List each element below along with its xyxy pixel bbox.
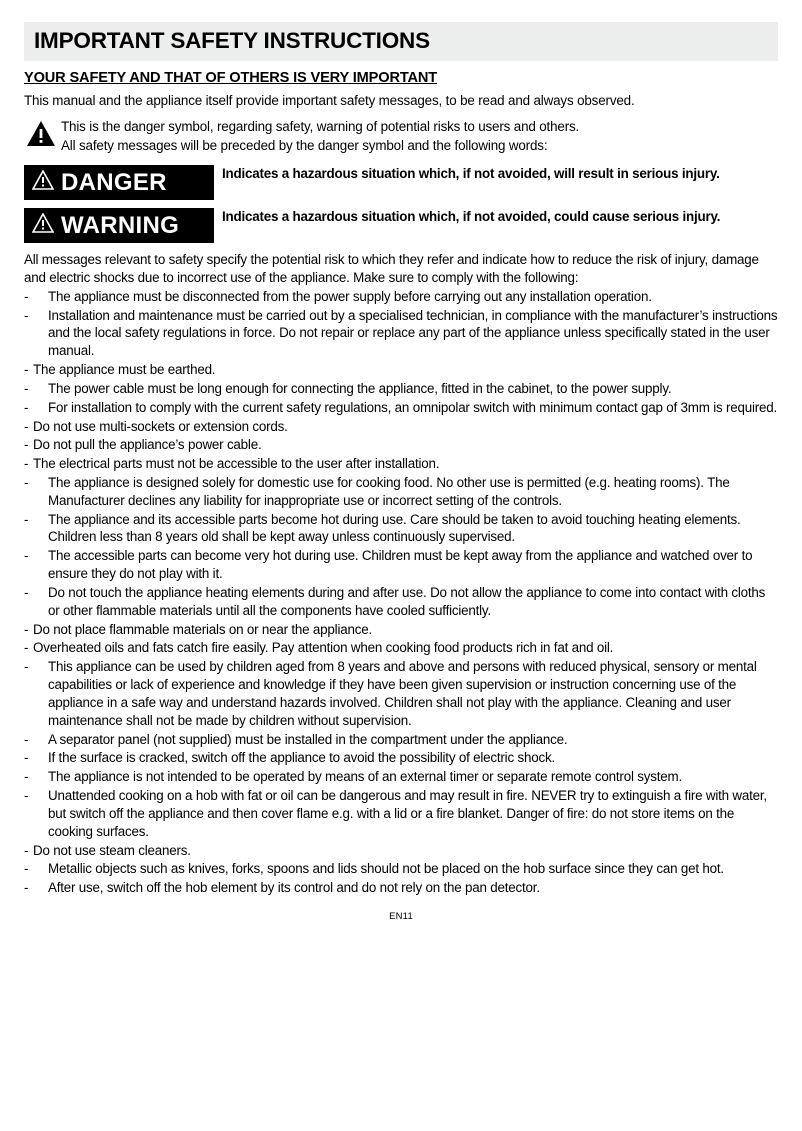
warning-triangle-icon [32, 170, 54, 195]
list-item-bullet: - [24, 548, 29, 564]
list-item [24, 749, 778, 767]
list-item-bullet: - [24, 418, 32, 434]
list-item [24, 361, 778, 379]
list-item-bullet: - [24, 769, 29, 785]
list-item [24, 639, 778, 657]
list-item-bullet: - [24, 640, 32, 656]
alert-danger-badge [24, 165, 214, 200]
list-item-bullet: - [24, 399, 29, 415]
page-footer: EN11 [389, 911, 413, 923]
warning-triangle-icon [24, 117, 58, 147]
list-item-text: Do not use steam cleaners. [33, 842, 191, 858]
list-item-bullet: - [24, 584, 29, 600]
intro-paragraph: This manual and the appliance itself provide important safety messages, to be read and always observed. [24, 93, 635, 108]
list-item-text: Do not pull the appliance’s power cable. [33, 437, 262, 453]
list-item-bullet: - [24, 475, 29, 490]
list-item-text: If the surface is cracked, switch off the appliance to avoid the possibility of electric shock. [48, 750, 555, 766]
list-item-text: For installation to comply with the current safety regulations, an omnipolar switch with minimum contact gap of 3mm is required. [48, 399, 778, 415]
list-item-bullet: - [24, 861, 29, 877]
list-item-bullet: - [24, 437, 32, 453]
list-item [24, 418, 778, 436]
page-title-bar [24, 22, 778, 61]
list-item-text: Installation and maintenance must be carried out by a specialised technician, in compliance with the manufacturer’s instructions and the local safety regulations in force. Do not repair or replace any part of the appliance unless specifically stated in the user manual. [48, 307, 778, 359]
list-item-text: The electrical parts must not be accessible to the user after installation. [33, 456, 440, 472]
list-item [24, 658, 778, 729]
list-item-bullet: - [24, 288, 29, 304]
list-item-text: The power cable must be long enough for connecting the appliance, fitted in the cabinet, to the power supply. [48, 380, 672, 396]
list-item [24, 731, 778, 749]
list-item [24, 399, 778, 417]
danger-symbol-line-2: All safety messages will be preceded by the danger symbol and the following words: [61, 138, 548, 154]
list-item [24, 621, 778, 639]
list-item-text: This appliance can be used by children aged from 8 years and above and persons with reduced physical, sensory or mental capabilities or lack of experience and knowledge if they have been given supervision or instruction concerning use of the appliance in a safe way and understand hazards involved. Children shall not play with the appliance. Cleaning and user maintenance shall not be made by children without supervision. [48, 659, 757, 728]
list-item [24, 288, 778, 306]
list-item-bullet: - [24, 788, 29, 804]
danger-symbol-note [24, 117, 778, 155]
alert-warning-word: WARNING [61, 211, 180, 239]
list-item-text: A separator panel (not supplied) must be installed in the compartment under the appliance. [48, 731, 568, 747]
warning-triangle-icon [32, 213, 54, 238]
alert-warning-description: Indicates a hazardous situation which, if not avoided, could cause serious injury. [222, 209, 721, 225]
list-item-text: Do not place flammable materials on or near the appliance. [33, 621, 372, 637]
list-item-text: After use, switch off the hob element by its control and do not rely on the pan detector. [48, 880, 540, 896]
list-item-text: Do not touch the appliance heating elements during and after use. Do not allow the appliance to come into contact with cloths or other flammable materials until all the components have cooled sufficiently. [48, 584, 766, 618]
list-item-text: Unattended cooking on a hob with fat or oil can be dangerous and may result in fire. NEVER try to extinguish a fire with water, but switch off the appliance and then cover flame e.g. with a lid or a fire blanket. Danger of fire: do not store items on the cooking surfaces. [48, 788, 767, 839]
list-item-bullet: - [24, 880, 29, 896]
list-item-bullet: - [24, 456, 32, 472]
alert-danger-description: Indicates a hazardous situation which, if not avoided, will result in serious injury. [222, 166, 720, 182]
list-item [24, 768, 778, 786]
list-item-bullet: - [24, 511, 29, 527]
alert-danger [24, 165, 778, 200]
list-item-bullet: - [24, 307, 29, 323]
list-item [24, 842, 778, 860]
list-item-bullet: - [24, 842, 32, 858]
list-item [24, 436, 778, 454]
list-item-bullet: - [24, 621, 32, 637]
list-item-bullet: - [24, 750, 29, 766]
list-item-text: The appliance must be disconnected from the power supply before carrying out any installation operation. [48, 288, 652, 304]
list-item-bullet: - [24, 731, 29, 747]
list-item [24, 511, 778, 547]
danger-symbol-line-1: This is the danger symbol, regarding safety, warning of potential risks to users and others. [61, 119, 580, 134]
alert-warning-badge [24, 208, 214, 243]
list-item-bullet: - [24, 659, 29, 675]
list-item [24, 860, 778, 878]
safety-rules-list [24, 288, 778, 897]
list-item-text: Overheated oils and fats catch fire easily. Pay attention when cooking food products rich in fat and oil. [33, 640, 614, 656]
section-subtitle: YOUR SAFETY AND THAT OF OTHERS IS VERY IMPORTANT [24, 70, 438, 86]
page-title: IMPORTANT SAFETY INSTRUCTIONS [34, 28, 430, 53]
list-item-text: The appliance must be earthed. [33, 362, 216, 378]
alert-danger-word: DANGER [61, 168, 167, 196]
list-item-bullet: - [24, 380, 29, 396]
list-item-text: Metallic objects such as knives, forks, spoons and lids should not be placed on the hob surface since they can get hot. [48, 861, 724, 877]
list-item-text: The appliance is designed solely for domestic use for cooking food. No other use is permitted (e.g. heating rooms). The Manufacturer declines any liability for inappropriate use or incorrect setting of the controls. [48, 475, 730, 508]
list-item [24, 380, 778, 398]
list-item [24, 879, 778, 897]
alert-warning [24, 208, 778, 243]
list-item-text: The appliance is not intended to be operated by means of an external timer or separate remote control system. [48, 769, 682, 785]
list-item-bullet: - [24, 362, 32, 378]
list-item [24, 584, 778, 620]
list-item [24, 307, 778, 360]
list-item [24, 547, 778, 583]
list-item [24, 455, 778, 473]
danger-symbol-text [58, 117, 778, 155]
list-item [24, 787, 778, 840]
list-item [24, 474, 778, 510]
list-item-text: The appliance and its accessible parts become hot during use. Care should be taken to avoid touching heating elements. Children less than 8 years old shall be kept away unless continuously supervised. [48, 511, 741, 545]
list-item-text: The accessible parts can become very hot during use. Children must be kept away from the appliance and watched over to ensure they do not play with it. [48, 548, 753, 582]
list-item-text: Do not use multi-sockets or extension cords. [33, 418, 288, 434]
safety-lead-paragraph: All messages relevant to safety specify the potential risk to which they refer and indicate how to reduce the risk of injury, damage and electric shocks due to incorrect use of the appliance. Make sure to comply with the following: [24, 252, 759, 285]
